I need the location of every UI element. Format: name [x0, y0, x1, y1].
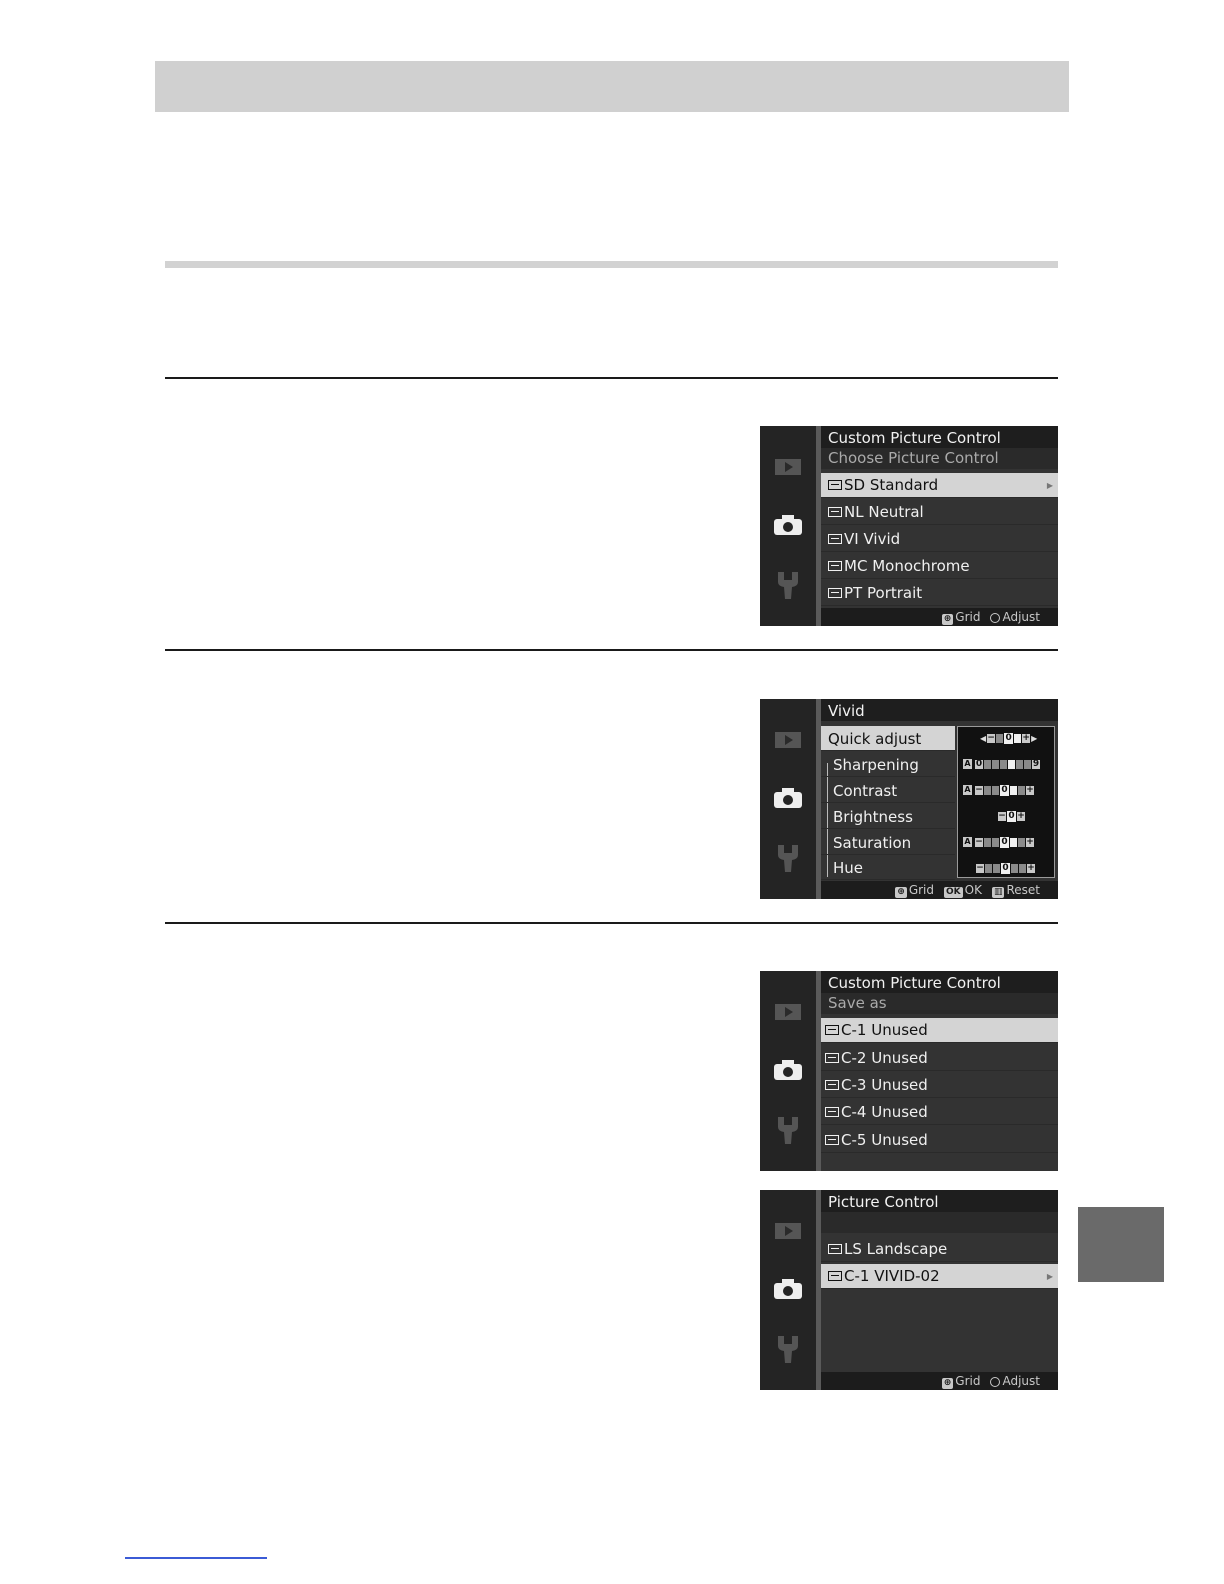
list-item[interactable]: C-1 VIVID-02 ▶: [821, 1264, 1058, 1289]
picture-control-icon: [828, 561, 842, 571]
zoom-icon: ⊕: [897, 886, 905, 897]
camera-screen-picture-control: [760, 1190, 1058, 1390]
sharpening-slider[interactable]: A 0 9: [964, 758, 1040, 769]
hue-item[interactable]: Hue: [821, 855, 955, 880]
step-divider-3: [165, 922, 1058, 924]
screen-subtitle-blank: [821, 1212, 1058, 1233]
reset-hint: ▥ Reset: [993, 882, 1040, 897]
saturation-slider[interactable]: A − 0 +: [964, 836, 1034, 847]
wrench-icon[interactable]: [760, 570, 816, 600]
screen-subtitle: Save as: [821, 993, 1058, 1014]
quick-adjust-slider[interactable]: ◀ − 0 + ▶: [980, 732, 1038, 743]
list-item[interactable]: C-3 Unused: [821, 1073, 1058, 1098]
list-item[interactable]: C-2 Unused: [821, 1046, 1058, 1071]
list-item[interactable]: C-5 Unused: [821, 1128, 1058, 1153]
wrench-icon[interactable]: [760, 843, 816, 873]
section-divider: [165, 261, 1058, 268]
camera-screen-save-as: [760, 971, 1058, 1171]
picture-control-icon: [825, 1053, 839, 1063]
zoom-icon: ⊕: [943, 613, 952, 624]
screen-footer: [821, 881, 1058, 899]
brightness-slider[interactable]: − 0 +: [998, 810, 1025, 821]
screen-footer: [821, 608, 1058, 626]
list-item[interactable]: VI Vivid: [821, 527, 1058, 552]
ok-hint: OK OK: [946, 882, 982, 897]
picture-control-icon: [825, 1135, 839, 1145]
picture-control-icon: [828, 534, 842, 544]
wrench-icon[interactable]: [760, 1334, 816, 1364]
picture-control-icon: [828, 507, 842, 517]
brightness-item[interactable]: Brightness: [821, 804, 955, 829]
adjust-values-panel: [957, 726, 1055, 878]
list-item[interactable]: LS Landscape: [821, 1237, 1058, 1262]
adjust-hint: Adjust: [990, 610, 1040, 624]
playback-icon[interactable]: [760, 1222, 816, 1240]
list-item[interactable]: MC Monochrome: [821, 554, 1058, 579]
list-item[interactable]: C-4 Unused: [821, 1100, 1058, 1125]
camera-icon[interactable]: [760, 787, 816, 809]
adjust-hint: Adjust: [990, 1374, 1040, 1388]
list-item[interactable]: PT Portrait: [821, 581, 1058, 606]
picture-control-icon: [825, 1025, 839, 1035]
screen-title: Custom Picture Control: [821, 426, 1058, 448]
auto-badge: A: [964, 837, 971, 846]
chevron-left-icon: ◀: [980, 733, 987, 743]
step-divider-1: [165, 377, 1058, 379]
grid-hint: ⊕ Grid: [943, 1373, 981, 1388]
list-item[interactable]: C-1 Unused: [821, 1018, 1058, 1043]
playback-icon[interactable]: [760, 731, 816, 749]
camera-screen-vivid-adjust: [760, 699, 1058, 899]
auto-badge: A: [964, 759, 971, 768]
playback-icon[interactable]: [760, 458, 816, 476]
contrast-slider[interactable]: A − 0 +: [964, 784, 1034, 795]
screen-title: Picture Control: [821, 1190, 1058, 1212]
chevron-right-icon: ▶: [1046, 481, 1053, 490]
list-item[interactable]: SD Standard ▶: [821, 473, 1058, 498]
picture-control-icon: [825, 1107, 839, 1117]
multi-selector-icon: [990, 613, 1000, 623]
wrench-icon[interactable]: [760, 1115, 816, 1145]
screen-subtitle: Choose Picture Control: [821, 448, 1058, 469]
chevron-right-icon: ▶: [1031, 733, 1038, 743]
picture-control-icon: [825, 1080, 839, 1090]
picture-control-icon: [828, 1244, 842, 1254]
quick-adjust-item[interactable]: Quick adjust: [821, 726, 955, 751]
auto-badge: A: [964, 785, 971, 794]
screen-title: Vivid: [821, 699, 1058, 721]
screen-title: Custom Picture Control: [821, 971, 1058, 993]
grid-hint: ⊕ Grid: [897, 882, 934, 897]
camera-icon[interactable]: [760, 1059, 816, 1081]
multi-selector-icon: [990, 1377, 1000, 1387]
picture-control-icon: [828, 480, 842, 490]
chevron-right-icon: ▶: [1046, 1272, 1053, 1281]
footnote-link-underline[interactable]: [125, 1557, 267, 1559]
screen-footer: [821, 1372, 1058, 1390]
picture-control-icon: [828, 588, 842, 598]
saturation-item[interactable]: Saturation: [821, 830, 955, 855]
camera-icon[interactable]: [760, 514, 816, 536]
step-divider-2: [165, 649, 1058, 651]
sharpening-item[interactable]: Sharpening: [821, 752, 955, 777]
chapter-tab[interactable]: [1078, 1207, 1164, 1282]
hue-slider[interactable]: − 0 +: [976, 862, 1035, 873]
trash-icon: ▥: [993, 886, 1003, 897]
camera-icon[interactable]: [760, 1278, 816, 1300]
list-item[interactable]: NL Neutral: [821, 500, 1058, 525]
ok-button-icon: OK: [946, 886, 961, 897]
grid-hint: ⊕ Grid: [943, 609, 981, 624]
picture-control-icon: [828, 1271, 842, 1281]
contrast-item[interactable]: Contrast: [821, 778, 955, 803]
playback-icon[interactable]: [760, 1003, 816, 1021]
zoom-icon: ⊕: [943, 1377, 952, 1388]
section-header-bar: [155, 61, 1069, 112]
camera-screen-choose-picture-control: [760, 426, 1058, 626]
